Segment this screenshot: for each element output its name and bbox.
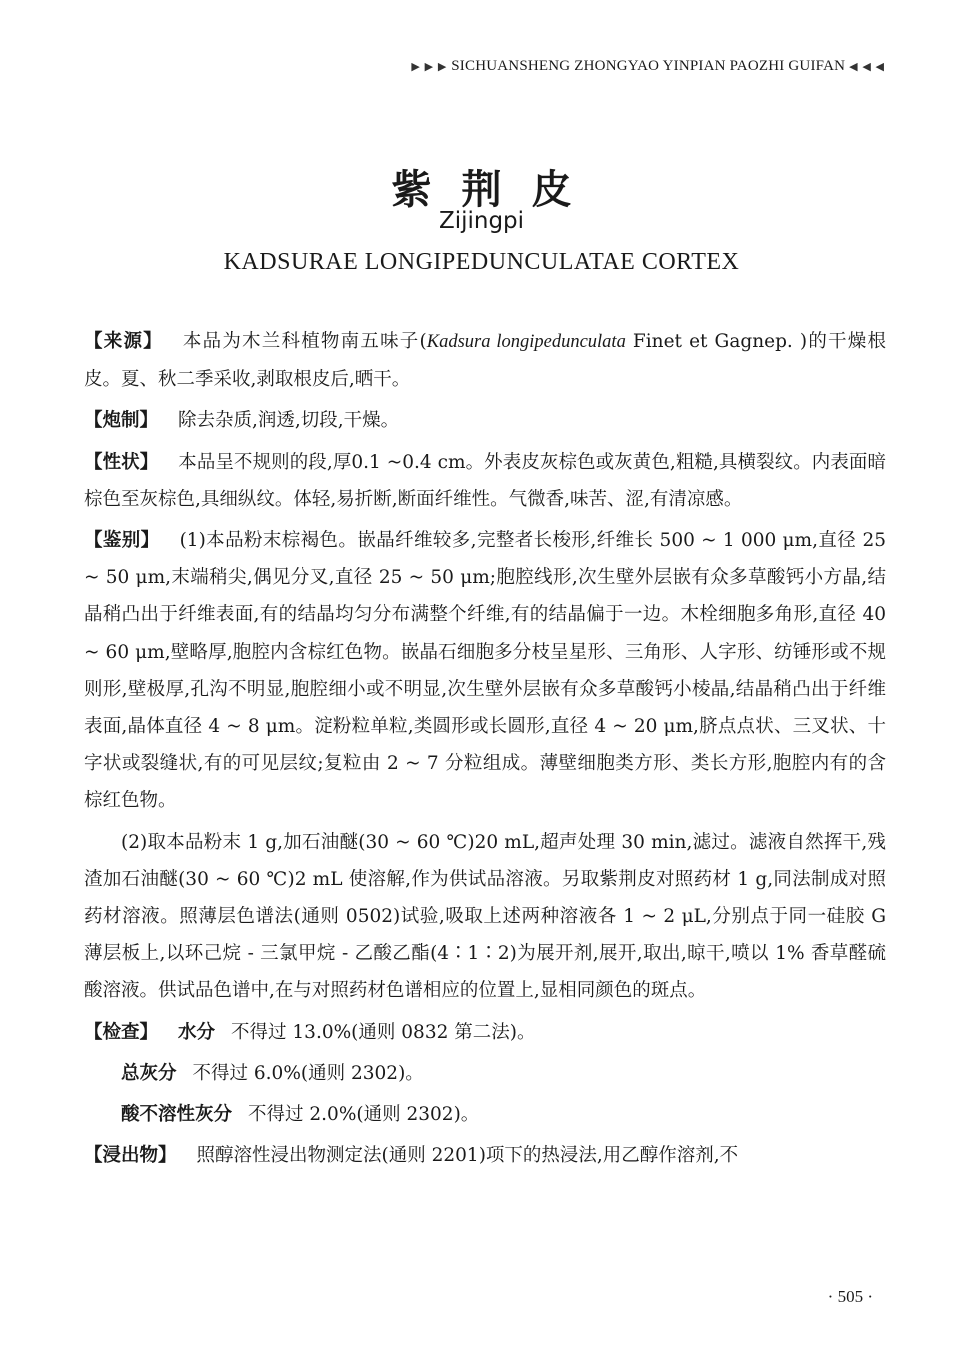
- processing-section: [84, 402, 886, 439]
- acid-ash-text: 不得过 2.0%(通则 2302)。: [248, 1104, 480, 1126]
- characteristics-section: [84, 444, 886, 518]
- running-header: [411, 58, 885, 75]
- source-text-after: Finet et Gagnep. )的干燥根皮。夏、秋二季采收,剥取根皮后,晒干。: [84, 331, 886, 391]
- characteristics-label: 【性状】: [84, 451, 159, 473]
- extractives-text: 照醇溶性浸出物测定法(通则 2201)项下的热浸法,用乙醇作溶剂,不: [196, 1145, 739, 1167]
- pinyin-title: Zijingpi: [438, 208, 525, 234]
- source-label: 【来源】: [84, 331, 163, 352]
- left-arrow-icons: ▶ ▶ ▶: [411, 61, 448, 73]
- inspection-label: 【检查】: [84, 1021, 159, 1043]
- identification-section: [84, 522, 886, 820]
- identification-text-1: (1)本品粉末棕褐色。嵌晶纤维较多,完整者长梭形,纤维长 500 ~ 1 000 μm,直径 25 ~ 50 μm,末端稍尖,偶见分叉,直径 25 ~ 50 μm;胞腔线形,次生壁外层嵌有众多草酸钙小方晶,结晶稍凸出于纤维表面,有的结晶均匀分布满整个纤维,有的结晶偏于一边。木栓细胞多角形,直径 40 ~ 60 μm,壁略厚,胞腔内含棕红色物。嵌晶石细胞多分枝呈星形、三角形、人字形、纺锤形或不规则形,壁极厚,孔沟不明显,胞腔细小或不明显,次生壁外层嵌有众多草酸钙小棱晶,结晶稍凸出于纤维表面,晶体直径 4 ~ 8 μm。淀粉粒单粒,类圆形或长圆形,直径 4 ~ 20 μm,脐点点状、三叉状、十字状或裂缝状,有的可见层纹;复粒由 2 ~ 7 分粒组成。薄壁细胞类方形、类长方形,胞腔内有的含棕红色物。: [84, 530, 886, 812]
- processing-text: 除去杂质,润透,切段,干燥。: [178, 410, 400, 432]
- total-ash-text: 不得过 6.0%(通则 2302)。: [192, 1062, 424, 1084]
- page-title: 紫荆皮: [391, 167, 602, 213]
- extractives-section: [84, 1137, 886, 1174]
- processing-label: 【炮制】: [84, 410, 159, 432]
- species-name: Kadsura longipedunculata: [426, 332, 626, 352]
- water-label: 水分: [178, 1021, 216, 1043]
- right-arrow-icons: ◀ ◀ ◀: [849, 61, 885, 73]
- water-text: 不得过 13.0%(通则 0832 第二法)。: [231, 1021, 536, 1043]
- running-title: SICHUANSHENG ZHONGYAO YINPIAN PAOZHI GUIFAN: [451, 58, 846, 74]
- identification-text-2: (2)取本品粉末 1 g,加石油醚(30 ~ 60 ℃)20 mL,超声处理 30 min,滤过。滤液自然挥干,残渣加石油醚(30 ~ 60 ℃)2 mL 使溶解,作为供试品溶液。另取紫荆皮对照药材 1 g,同法制成对照药材溶液。照薄层色谱法(通则 0502)试验,吸取上述两种溶液各 1 ~ 2 μL,分别点于同一硅胶 G 薄层板上,以环己烷 - 三氯甲烷 - 乙酸乙酯(4∶1∶2)为展开剂,展开,取出,晾干,喷以 1% 香草醛硫酸溶液。供试品色谱中,在与对照药材色谱相应的位置上,显相同颜色的斑点。: [84, 831, 886, 1002]
- acid-ash-label: 酸不溶性灰分: [121, 1104, 233, 1126]
- total-ash-label: 总灰分: [121, 1062, 177, 1084]
- source-section: [84, 323, 886, 398]
- acid-ash-line: [84, 1096, 886, 1133]
- extractives-label: 【浸出物】: [84, 1145, 177, 1167]
- page-number: · 505 ·: [827, 1287, 873, 1306]
- inspection-section: [84, 1014, 886, 1051]
- monograph-body: [84, 323, 886, 1178]
- latin-title: KADSURAE LONGIPEDUNCULATAE CORTEX: [223, 249, 740, 275]
- identification-paragraph-2: [84, 824, 886, 1010]
- source-text-before: 本品为木兰科植物南五味子(: [182, 331, 427, 352]
- total-ash-line: [84, 1055, 886, 1092]
- characteristics-text: 本品呈不规则的段,厚0.1 ~0.4 cm。外表皮灰棕色或灰黄色,粗糙,具横裂纹。内表面暗棕色至灰棕色,具细纵纹。体轻,易折断,断面纤维性。气微香,味苦、涩,有清凉感。: [84, 451, 886, 510]
- identification-label: 【鉴别】: [84, 530, 160, 552]
